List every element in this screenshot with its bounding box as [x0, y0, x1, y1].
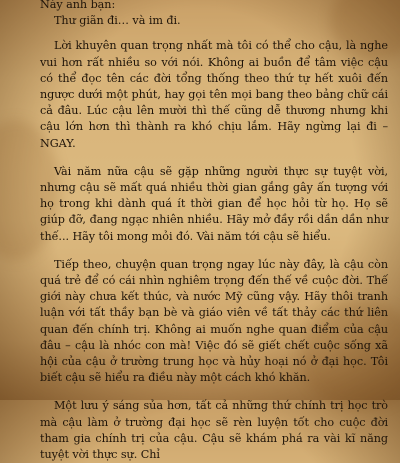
letter-text — [40, 0, 388, 463]
paragraph: Vài năm nữa cậu sẽ gặp những người thực sự tuyệt vời, nhưng cậu sẽ mất quá nhiều thời gian gắng gây ấn tượng với họ trong khi dành quá ít thời gian để học hỏi từ họ. Họ sẽ giúp đỡ, đang ngạc nhiên nhiều. Hãy mở đầy rồi dần dần như thế... Hãy tôi mong mỏi đó. Vài năm tới cậu sẽ hiểu. — [40, 164, 388, 243]
paragraph: Tiếp theo, chuyện quan trọng ngay lúc này đây, là cậu còn quá trẻ để có cái nhìn nghiêm trọng đến thế về cuộc đời. Thế giới này chưa kết thúc, và nước Mỹ cũng vậy. Hãy thôi tranh luận với tất thầy bạn bè và giáo viên về tất thảy các thứ liên quan đến chính trị. Không ai muốn nghe quan điểm của cậu đâu – cậu là nhóc con mà! Việc đó sẽ giết chết cuộc sống xã hội của cậu ở trường trung học và hủy hoại nó ở đại học. Tôi biết cậu sẽ hiểu ra điều này một cách khó khăn. — [40, 257, 388, 385]
opening-line: Thư giãn đi… và im đi. — [54, 14, 181, 28]
paragraph: Lời khuyên quan trọng nhất mà tôi có thể cho cậu, là nghe vui hơn rất nhiều so với nói. Không ai buồn để tâm việc cậu có thể đọc tên các đời tổng thống theo thứ tự hết xuôi đến ngược dưới một phút, hay gọi tên mọi bang theo bảng chữ cái cả đâu. Lúc cậu lên mười thì thế cũng dễ thương nhưng khi cậu lớn hơn thì thành ra khó chịu lắm. Hãy ngừng lại đi – NGAY. — [40, 39, 388, 150]
salutation: Này anh bạn: — [40, 0, 116, 11]
paragraph: Một lưu ý sáng sủa hơn, tất cả những thứ chính trị học trò mà cậu làm ở trường đại học sẽ rèn luyện tốt cho cuộc đời tham gia chính trị của cậu. Cậu sẽ khám phá ra vài kĩ năng tuyệt vời thực sự. Chỉ — [40, 399, 388, 462]
